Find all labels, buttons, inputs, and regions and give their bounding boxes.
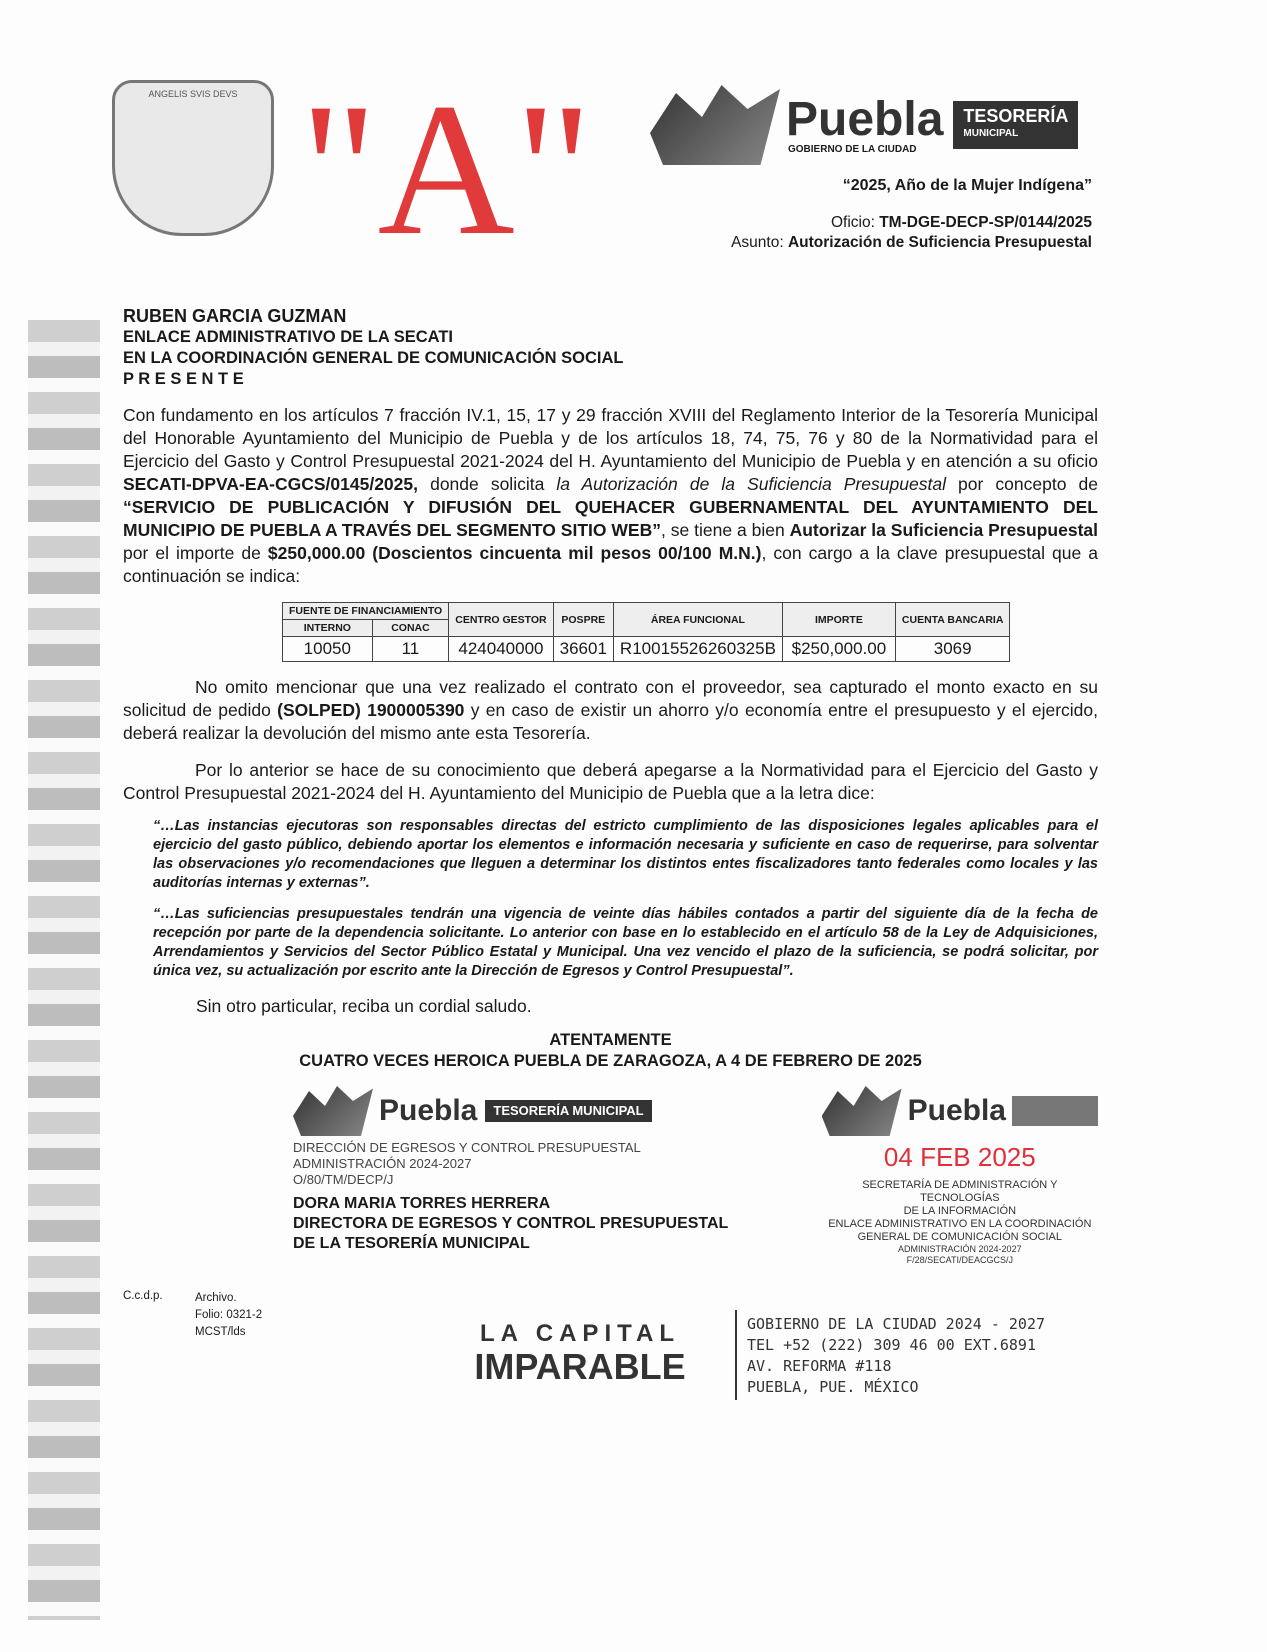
asunto-value: Autorización de Suficiencia Presupuestal (787, 234, 1092, 251)
slogan-line2: IMPARABLE (474, 1346, 686, 1387)
quote-1: “…Las instancias ejecutoras son responsables directas del estricto cumplimiento de las disposiciones legales aplicables para el ejercicio del gasto público, debiendo aportar los elementos e información necesaria y suficiente en caso de requerirse, para solventar las observaciones y/o recomendaciones que lleguen a determinar los distintos entes fiscalizadores tanto federales como locales y las auditorías internas y externas”. (153, 818, 1098, 891)
signatory-name: DORA MARIA TORRES HERRERA (293, 1195, 551, 1212)
receipt-column (822, 1086, 1098, 1266)
p1-text: , con cargo a la clave presupuestal que a continuación se indica: (123, 543, 1098, 586)
amount: $250,000.00 (Doscientos cincuenta mil pesos 00/100 M.N.) (267, 543, 762, 563)
signatory-dept: DE LA TESORERÍA MUNICIPAL (293, 1235, 530, 1252)
authorization: Autorizar la Suficiencia Presupuestal (789, 520, 1098, 540)
oficio-number: TM-DGE-DECP-SP/0144/2025 (879, 214, 1092, 231)
tesoreria-stamp (293, 1140, 822, 1188)
p1-text: donde solicita (418, 474, 557, 494)
stamp-line: DIRECCIÓN DE EGRESOS Y CONTROL PRESUPUESTAL (293, 1140, 641, 1155)
receipt-stamp-logo (822, 1086, 1098, 1136)
service-concept: “SERVICIO DE PUBLICACIÓN Y DIFUSIÓN DEL QUEHACER GUBERNAMENTAL DEL AYUNTAMIENTO DEL MUNICIPIO DE PUEBLA A TRAVÉS DEL SEGMENTO SITIO WEB” (123, 497, 1098, 540)
address-line: GOBIERNO DE LA CIUDAD 2024 - 2027 (747, 1315, 1046, 1333)
th-importe: IMPORTE (782, 603, 895, 637)
puebla-logo-icon (650, 85, 780, 165)
th-centro: CENTRO GESTOR (449, 603, 553, 637)
p1-italic: la Autorización de la Suficiencia Presupuestal (556, 474, 946, 494)
puebla-logo (650, 85, 1078, 165)
asunto-label: Asunto: (731, 234, 784, 251)
th-cuenta: CUENTA BANCARIA (895, 603, 1010, 637)
p1-text: por el importe de (123, 543, 268, 563)
puebla-logo-icon (293, 1086, 373, 1136)
request-ref: SECATI-DPVA-EA-CGCS/0145/2025, (123, 474, 418, 494)
stamp-line: ADMINISTRACIÓN 2024-2027 (293, 1156, 472, 1171)
archivo: Archivo. (195, 1292, 237, 1304)
slogan-line1: LA CAPITAL (480, 1320, 680, 1347)
signature-header (123, 1030, 1098, 1072)
address-line: TEL +52 (222) 309 46 00 EXT.6891 (747, 1336, 1036, 1354)
address-line: AV. REFORMA #118 (747, 1357, 892, 1375)
city-seal-logo (112, 80, 274, 236)
paragraph-3: Por lo anterior se hace de su conocimiento que deberá apegarse a la Normatividad para el Ejercicio del Gasto y Control Presupuestal 2021-2024 del H. Ayuntamiento del Municipio de Puebla que a la letra dice: (123, 760, 1098, 803)
receipt-date: 04 FEB 2025 (883, 1142, 1036, 1172)
th-interno: INTERNO (283, 620, 373, 637)
folio: Folio: 0321-2 (195, 1309, 263, 1321)
paragraph-1 (123, 404, 1098, 588)
archive-block (195, 1290, 445, 1341)
th-area: ÁREA FUNCIONAL (613, 603, 782, 637)
logo-sub: GOBIERNO DE LA CIUDAD (788, 143, 917, 155)
th-conac: CONAC (372, 620, 449, 637)
footer (123, 1290, 1098, 1400)
signatory-title: DIRECTORA DE EGRESOS Y CONTROL PRESUPUESTAL (293, 1215, 729, 1232)
year-motto: “2025, Año de la Mujer Indígena” (842, 177, 1092, 194)
cell: 10050 (283, 637, 373, 662)
seal-text: ANGELIS SVIS DEVS (148, 89, 238, 99)
p1-text: por concepto de (945, 474, 1098, 494)
receipt-line: SECRETARÍA DE ADMINISTRACIÓN Y TECNOLOGÍAS (862, 1179, 1058, 1204)
recipient-title: ENLACE ADMINISTRATIVO DE LA SECATI (123, 328, 453, 346)
cell: 36601 (553, 637, 613, 662)
p2-text: y en caso de existir un ahorro y/o economía entre el presupuesto y el ejercido, deberá realizar la devolución del mismo ante esta Tesorería. (123, 700, 1098, 743)
p1-text: Con fundamento en los artículos 7 fracción IV.1, 15, 17 y 29 fracción XVIII del Reglamento Interior de la Tesorería Municipal del Honorable Ayuntamiento del Municipio de Puebla y de los artículos 18, 74, 75, 76 y 80 de la Normatividad para el Ejercicio del Gasto y Control Presupuestal 2021-2024 del H. Ayuntamiento del Municipio de Puebla y en atención a su oficio (123, 405, 1098, 471)
p1-text: , se tiene a bien (660, 520, 790, 540)
quote-2: “…Las suficiencias presupuestales tendrán una vigencia de veinte días hábiles contados a partir del siguiente día de la fecha de recepción por parte de la dependencia solicitante. Lo anterior con base en lo establecido en el artículo 58 de la Ley de Adquisiciones, Arrendamientos y Servicios del Sector Público Estatal y Municipal. Una vez vencido el plazo de la suficiencia, se podrá solicitar, por única vez, su actualización por escrito ante la Dirección de Egresos y Control Presupuestal”. (153, 906, 1098, 979)
th-pospre: POSPRE (553, 603, 613, 637)
decorative-border (28, 320, 100, 1620)
tesoreria-badge (953, 101, 1078, 149)
logo-word: Puebla (786, 92, 944, 146)
tesoreria-label: TESORERÍA (963, 106, 1069, 126)
receipt-line: GENERAL DE COMUNICACIÓN SOCIAL (857, 1231, 1062, 1243)
oficio-block (731, 213, 1092, 253)
stamp-line: O/80/TM/DECP/J (293, 1172, 394, 1187)
stamp-badge (1012, 1096, 1098, 1126)
receipt-stamp (822, 1179, 1098, 1266)
tesoreria-stamp-logo (293, 1086, 822, 1136)
cell: 424040000 (449, 637, 553, 662)
table-row (283, 637, 1010, 662)
signatory (293, 1194, 822, 1254)
logo-word: Puebla (379, 1094, 478, 1127)
budget-table (282, 602, 1010, 662)
oficio-label: Oficio: (830, 214, 875, 231)
signature-area (123, 1086, 1098, 1266)
atentamente: ATENTAMENTE (549, 1031, 672, 1049)
receipt-line: DE LA INFORMACIÓN (903, 1205, 1017, 1217)
recipient-name: RUBEN GARCIA GUZMAN (123, 306, 347, 326)
solped: (SOLPED) 1900005390 (277, 700, 465, 720)
cell: 11 (372, 637, 449, 662)
p2-text: No omito mencionar que una vez realizado el contrato con el proveedor, sea capturado el monto exacto en su solicitud de pedido (123, 677, 1098, 720)
address-block (747, 1314, 1045, 1398)
signatory-column (123, 1086, 822, 1266)
receipt-line: ENLACE ADMINISTRATIVO EN LA COORDINACIÓN (828, 1218, 1092, 1230)
address-line: PUEBLA, PUE. MÉXICO (747, 1378, 919, 1396)
municipal-label: MUNICIPAL (963, 128, 1019, 139)
stamp-badge: TESORERÍA MUNICIPAL (485, 1100, 651, 1122)
closing: Sin otro particular, reciba un cordial saludo. (196, 996, 532, 1016)
puebla-logo-icon (822, 1086, 902, 1136)
divider (735, 1310, 737, 1400)
cell: 3069 (895, 637, 1010, 662)
receipt-line: F/28/SECATI/DEACGCS/J (906, 1255, 1013, 1265)
letter-body (123, 306, 1098, 1400)
slogan (445, 1320, 715, 1386)
recipient-block (123, 306, 1098, 390)
paragraph-2 (123, 676, 1098, 745)
presente: P R E S E N T E (123, 370, 244, 388)
th-fuente: FUENTE DE FINANCIAMIENTO (283, 603, 449, 620)
place-date: CUATRO VECES HEROICA PUEBLA DE ZARAGOZA, A 4 DE FEBRERO DE 2025 (299, 1052, 922, 1070)
ccdp: C.c.d.p. (123, 1290, 163, 1302)
cell: R10015526260325B (613, 637, 782, 662)
recipient-dept: EN LA COORDINACIÓN GENERAL DE COMUNICACIÓN SOCIAL (123, 349, 624, 367)
handwritten-annotation: "A" (300, 65, 593, 275)
cell: $250,000.00 (782, 637, 895, 662)
logo-word: Puebla (907, 1094, 1006, 1127)
initials: MCST/lds (195, 1326, 246, 1338)
receipt-line: ADMINISTRACIÓN 2024-2027 (898, 1244, 1022, 1254)
